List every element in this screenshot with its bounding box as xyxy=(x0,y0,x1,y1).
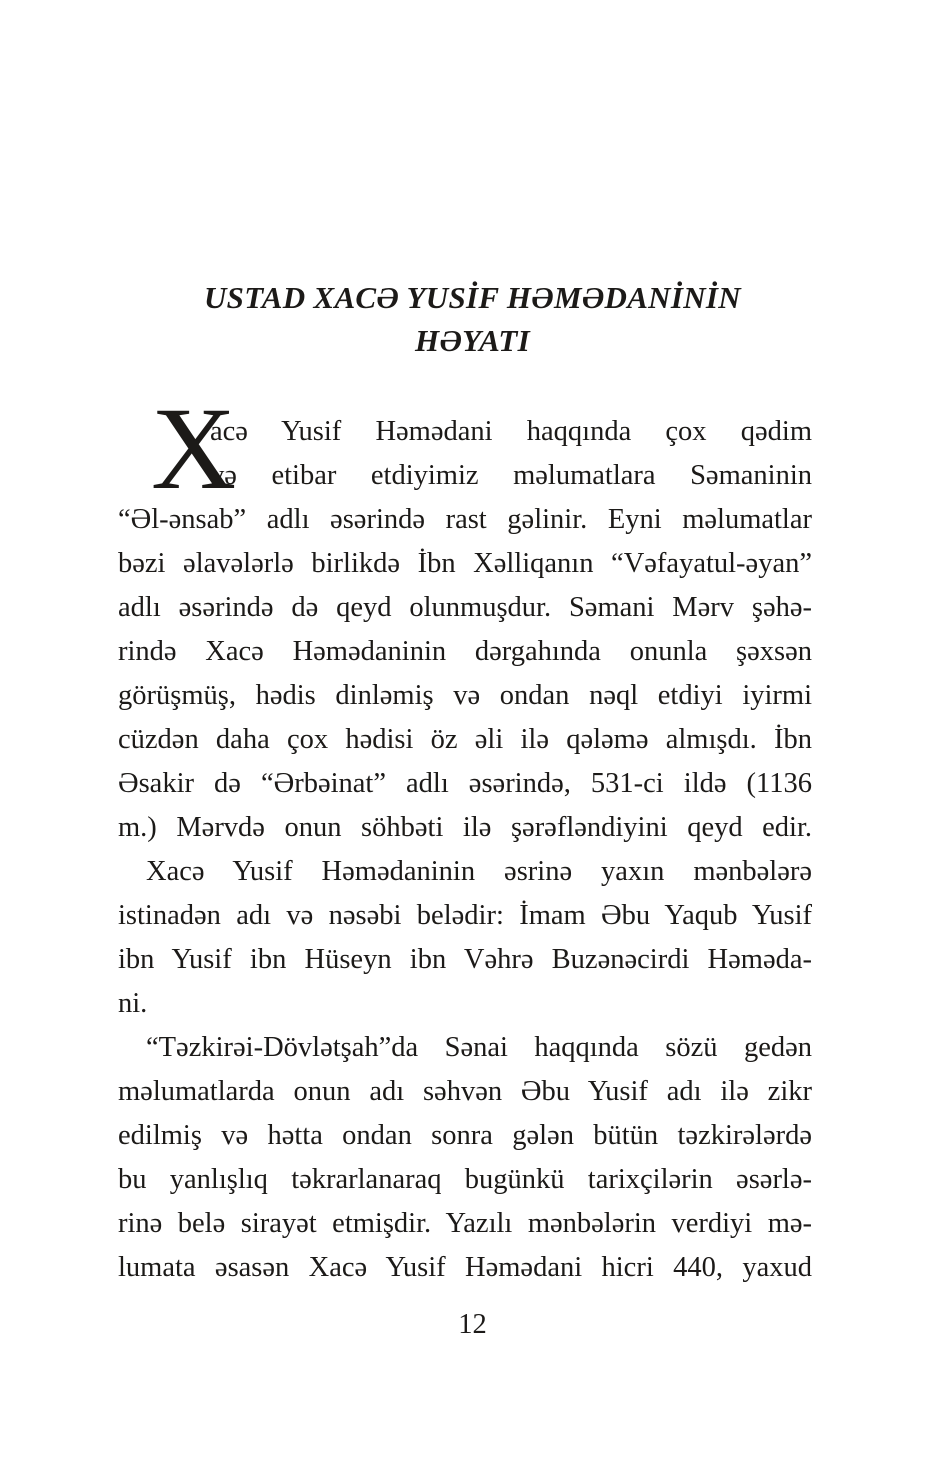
body-line: lumata əsasən Xacə Yusif Həmədani hicri 440, yaxud xyxy=(118,1252,812,1283)
body-line: ni. xyxy=(118,988,148,1019)
body-line: bu yanlışlıq təkrarlanaraq bugünkü tarixçilərin əsərlə- xyxy=(118,1164,812,1195)
body-line: və etibar etdiyimiz məlumatlara Səmaninin xyxy=(210,460,812,491)
body-line: rinə belə sirayət etmişdir. Yazılı mənbələrin verdiyi mə- xyxy=(118,1208,812,1239)
body-line: adlı əsərində də qeyd olunmuşdur. Səmani Mərv şəhə- xyxy=(118,592,812,623)
body-line: edilmiş və hətta ondan sonra gələn bütün təzkirələrdə xyxy=(118,1120,812,1151)
body-line: istinadən adı və nəsəbi belədir: İmam Əbu Yaqub Yusif xyxy=(118,900,812,931)
body-line: görüşmüş, hədis dinləmiş və ondan nəql etdiyi iyirmi xyxy=(118,680,812,711)
body-line: acə Yusif Həmədani haqqında çox qədim xyxy=(210,416,812,447)
drop-cap: X xyxy=(151,383,237,514)
chapter-title-line-2: HƏYATI xyxy=(415,323,530,358)
body-line: bəzi əlavələrlə birlikdə İbn Xəlliqanın “Vəfayatul-əyan” xyxy=(118,548,812,579)
body-line: Xacə Yusif Həmədaninin əsrinə yaxın mənbələrə xyxy=(146,856,812,887)
body-line: rində Xacə Həmədaninin dərgahında onunla şəxsən xyxy=(118,636,812,667)
chapter-title-line-1: USTAD XACƏ YUSİF HƏMƏDANİNİN xyxy=(204,280,741,315)
page-number: 12 xyxy=(458,1309,487,1340)
body-line: Əsakir də “Ərbəinat” adlı əsərində, 531-ci ildə (1136 xyxy=(118,768,812,799)
body-line: cüzdən daha çox hədisi öz əli ilə qələmə almışdı. İbn xyxy=(118,724,812,755)
body-line: m.) Mərvdə onun söhbəti ilə şərəfləndiyini qeyd edir. xyxy=(118,812,812,843)
body-line: ibn Yusif ibn Hüseyn ibn Vəhrə Buzənəcirdi Həmədа- xyxy=(118,944,812,975)
body-line: “Təzkirəi-Dövlətşah”da Sənai haqqında sözü gedən xyxy=(146,1032,812,1063)
body-line: “Əl-ənsab” adlı əsərində rast gəlinir. Eyni məlumatlar xyxy=(118,504,812,535)
body-line: məlumatlarda onun adı səhvən Əbu Yusif adı ilə zikr xyxy=(118,1076,812,1107)
